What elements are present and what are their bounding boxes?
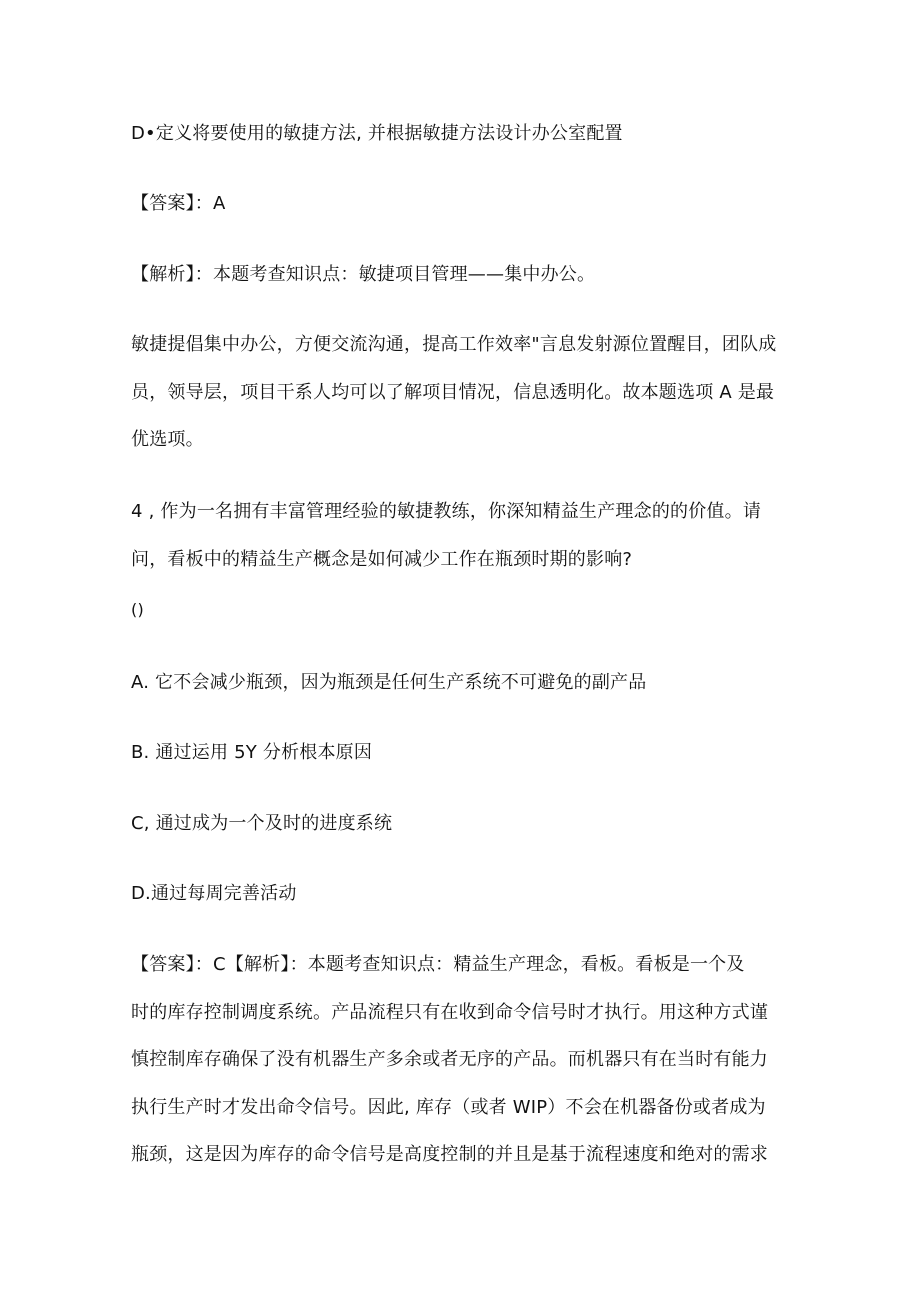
question-4-option-a: A. 它不会减少瓶颈，因为瓶颈是任何生产系统不可避免的副产品 [131, 672, 647, 693]
question-4-answer-analysis-line-3: 慎控制库存确保了没有机器生产多余或者无序的产品。而机器只有在当时有能力 [131, 1049, 768, 1070]
question-4-answer-analysis-line-2: 时的库存控制调度系统。产品流程只有在收到命令信号时才执行。用这种方式谨 [131, 1002, 768, 1023]
previous-analysis-line-2: 员，领导层，项目干系人均可以了解项目情况，信息透明化。故本题选项 A 是最 [131, 382, 775, 403]
question-4-stem-line-2: 问，看板中的精益生产概念是如何减少工作在瓶颈时期的影响? [131, 549, 633, 570]
question-4-option-c: C, 通过成为一个及时的进度系统 [131, 813, 393, 834]
question-4-answer-analysis-line-1: 【答案】：C【解析】：本题考查知识点：精益生产理念，看板。看板是一个及 [131, 954, 745, 975]
question-4-stem-line-1: 4 , 作为一名拥有丰富管理经验的敏捷教练，你深知精益生产理念的的价值。请 [131, 501, 762, 522]
question-4-option-b: B. 通过运用 5Y 分析根本原因 [131, 742, 373, 763]
previous-analysis-heading: 【解析】：本题考查知识点：敏捷项目管理——集中办公。 [131, 264, 596, 285]
question-4-answer-analysis-line-4: 执行生产时才发出命令信号。因此, 库存（或者 WIP）不会在机器备份或者成为 [131, 1097, 766, 1118]
previous-analysis-line-1: 敏捷提倡集中办公，方便交流沟通，提高工作效率"言息发射源位置醒目，团队成 [131, 334, 777, 355]
question-4-option-d: D.通过每周完善活动 [131, 883, 297, 904]
question-4-blank: () [131, 600, 144, 619]
previous-answer: 【答案】：A [131, 193, 226, 214]
question-4-answer-analysis-line-5: 瓶颈，这是因为库存的命令信号是高度控制的并且是基于流程速度和绝对的需求 [131, 1144, 768, 1165]
previous-analysis-line-3: 优选项。 [131, 429, 204, 450]
previous-option-d: D•定义将要使用的敏捷方法, 并根据敏捷方法设计办公室配置 [131, 123, 623, 144]
